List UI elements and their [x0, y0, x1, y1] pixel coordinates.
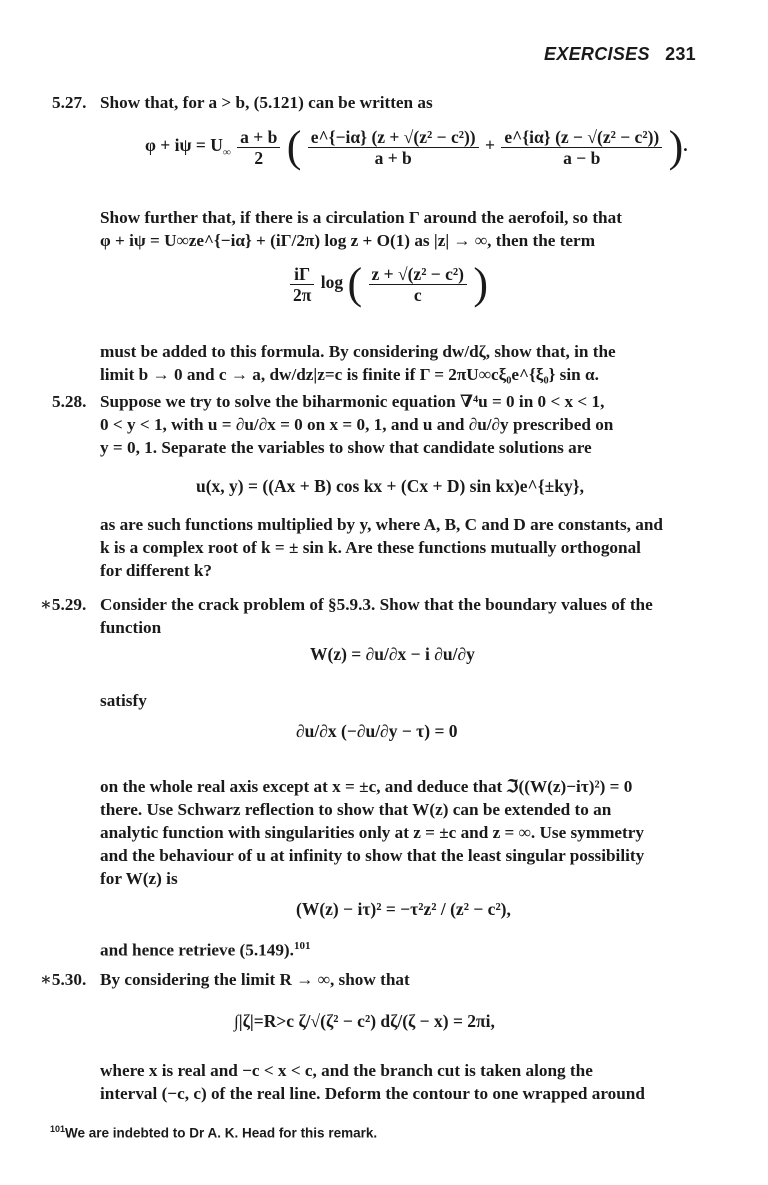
equation: ∫|ζ|=R>c ζ/√(ζ² − c²) dζ/(ζ − x) = 2πi, [234, 1011, 495, 1031]
fraction [369, 264, 468, 305]
fraction [237, 127, 280, 168]
fraction-denominator: 2π [293, 284, 312, 305]
equation: W(z) = ∂u/∂x − i ∂u/∂y [310, 644, 475, 664]
exercise-text: as are such functions multiplied by y, where A, B, C and D are constants, and [100, 515, 663, 534]
exercise-text: where x is real and −c < x < c, and the branch cut is taken along the [100, 1061, 593, 1080]
fraction-denominator: c [413, 284, 422, 305]
footnote-mark: 101 [50, 1124, 66, 1134]
fraction-numerator: e^{−iα} (z + √(z² − c²)) [308, 127, 479, 148]
running-header [544, 44, 696, 65]
exercise-text: on the whole real axis except at x = ±c, and deduce that ℑ((W(z)−iτ)²) = 0 [100, 777, 633, 796]
exercise-text: 0 < y < 1, with u = ∂u/∂x = 0 on x = 0, 1, and u and ∂u/∂y prescribed on [100, 415, 614, 434]
footnote [50, 1124, 377, 1141]
exercise-text: limit b → 0 and c → a, dw/dz|z=c is finite if Γ = 2πU∞cξ₀e^{ξ₀} sin α. [100, 365, 599, 384]
fraction-denominator: 2 [254, 147, 264, 168]
header-title: EXERCISES [544, 44, 650, 64]
exercise-number: ∗5.30. [40, 970, 87, 989]
exercise-number: ∗5.29. [40, 595, 87, 614]
exercise-text: interval (−c, c) of the real line. Deform the contour to one wrapped around [100, 1084, 645, 1103]
exercise-text: φ + iψ = U∞ze^{−iα} + (iΓ/2π) log z + O(1) as |z| → ∞, then the term [100, 231, 596, 250]
exercise-text: there. Use Schwarz reflection to show that W(z) can be extended to an [100, 800, 612, 819]
exercise-text: analytic function with singularities only at z = ±c and z = ∞. Use symmetry [100, 823, 644, 842]
exercise-text: for different k? [100, 561, 213, 580]
exercise-text: must be added to this formula. By considering dw/dζ, show that, in the [100, 342, 616, 361]
fraction-denominator: a + b [374, 147, 412, 168]
fraction-denominator: a − b [563, 147, 601, 168]
footnote-ref: 101 [293, 940, 311, 952]
exercise-text: for W(z) is [100, 869, 178, 888]
exercise-text: By considering the limit R → ∞, show that [100, 970, 410, 989]
exercise-text: function [100, 618, 162, 637]
exercise-text: k is a complex root of k = ± sin k. Are these functions mutually orthogonal [100, 538, 641, 557]
fraction-numerator: e^{iα} (z − √(z² − c²)) [501, 127, 662, 148]
equation: ∂u/∂x (−∂u/∂y − τ) = 0 [296, 721, 458, 741]
footnote-text: We are indebted to Dr A. K. Head for this remark. [65, 1125, 378, 1141]
exercise-text: Consider the crack problem of §5.9.3. Show that the boundary values of the [100, 595, 653, 614]
equation: $\varphi + i\psi = U_\infty$ $\frac{a + b}{2}$ ( $\frac{\text{e\textasciicircum{}\{−iα\} (z + √(z² − c²))}}{a + b}$ + $\frac{\text{e\textasciicircum{}\{iα\} (z − √(z² − c²))}}{a - b}$ ). [145, 122, 688, 171]
text: and hence retrieve (5.149). [100, 940, 294, 960]
exercise-text: satisfy [100, 691, 147, 710]
fraction-numerator: iΓ [290, 264, 314, 285]
exercise-text: Show that, for a > b, (5.121) can be written as [100, 93, 433, 112]
equation-lhs: φ + iψ = U [145, 135, 223, 156]
equation: u(x, y) = ((Ax + B) cos kx + (Cx + D) sin kx)e^{±ky}, [196, 476, 584, 496]
page-number: 231 [665, 44, 696, 64]
exercise-number: 5.27. [52, 93, 87, 112]
fraction-numerator: a + b [237, 127, 280, 148]
fraction [290, 264, 314, 305]
fraction [501, 127, 662, 168]
equation: $\frac{i\Gamma}{2\pi}$ log ( $\frac{\text{z + √(z² − c²)}}{c}$ ) [288, 262, 488, 306]
fraction-numerator: z + √(z² − c²) [369, 264, 468, 285]
exercise-text: Suppose we try to solve the biharmonic equation ∇⁴u = 0 in 0 < x < 1, [100, 392, 605, 411]
exercise-text: Show further that, if there is a circulation Γ around the aerofoil, so that [100, 208, 622, 227]
exercise-number: 5.28. [52, 392, 87, 411]
exercise-text: y = 0, 1. Separate the variables to show that candidate solutions are [100, 438, 592, 457]
exercise-text: and the behaviour of u at infinity to show that the least singular possibility [100, 846, 645, 865]
log-operator: log [320, 272, 344, 293]
exercise-text [100, 935, 698, 962]
fraction [308, 127, 479, 168]
equation: (W(z) − iτ)² = −τ²z² / (z² − c²), [296, 899, 511, 919]
